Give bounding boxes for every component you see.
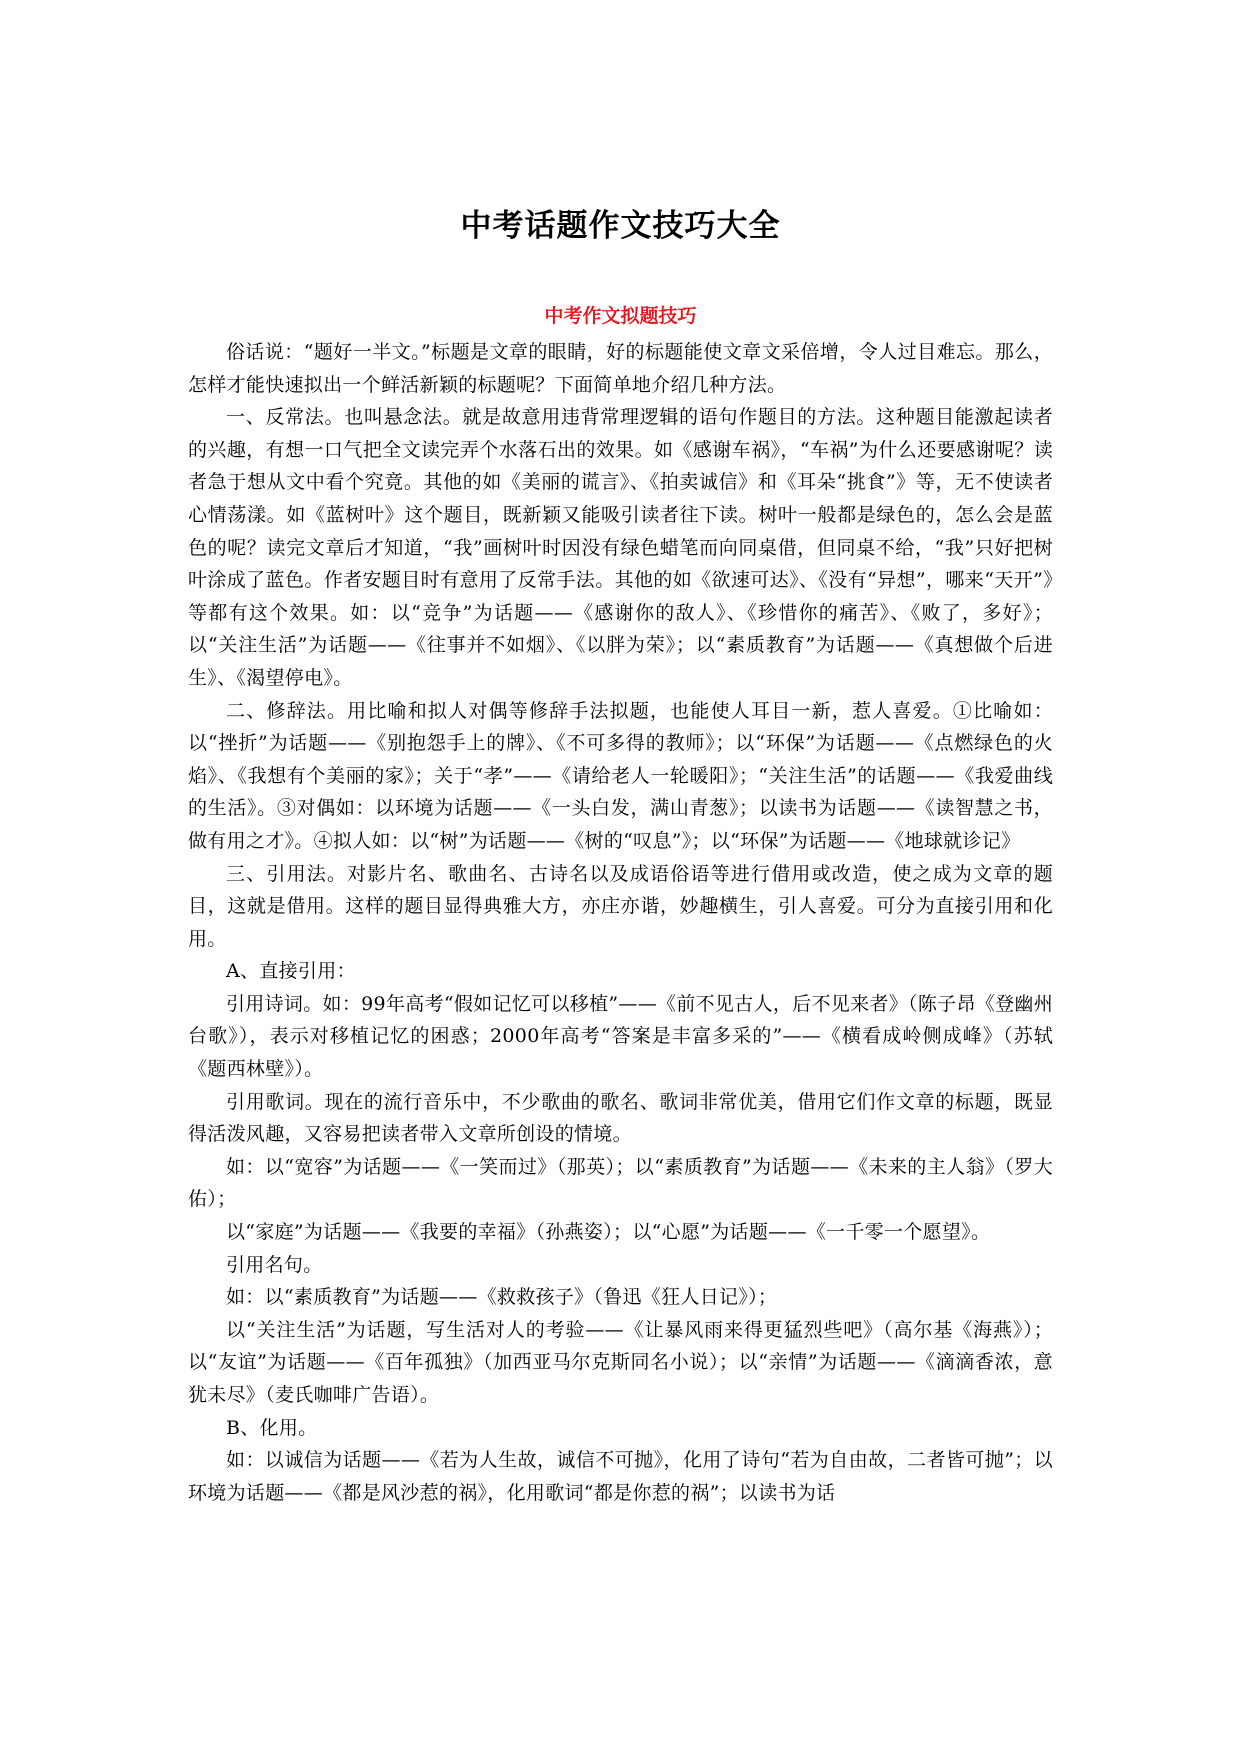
paragraph-method-2: 二、修辞法。用比喻和拟人对偶等修辞手法拟题，也能使人耳目一新，惹人喜爱。①比喻如：以“挫折”为话题——《别抱怨手上的牌》、《不可多得的教师》；以“环保”为话题——《点燃绿色的火焰》、《我想有个美丽的家》；关于“孝”——《请给老人一轮暖阳》；“关注生活”的话题——《我爱曲线的生活》。③对偶如：以环境为话题——《一头白发，满山青葱》；以读书为话题——《读智慧之书，做有用之才》。④拟人如：以“树”为话题——《树的“叹息”》；以“环保”为话题——《地球就诊记》: [188, 699, 1053, 852]
paragraph-subheading-b: B、化用。: [226, 1416, 318, 1439]
document-page: [188, 0, 1053, 1509]
paragraph-lyrics-example-1: 如：以“宽容”为话题——《一笑而过》（那英）；以“素质教育”为话题——《未来的主人翁》（罗大佑）；: [188, 1155, 1053, 1211]
paragraph-quote-lyrics: 引用歌词。现在的流行音乐中，不少歌曲的歌名、歌词非常优美，借用它们作文章的标题，既显得活泼风趣，又容易把读者带入文章所创设的情境。: [188, 1090, 1053, 1146]
paragraph-quote-sayings: 引用名句。: [226, 1253, 323, 1276]
paragraph-method-1: 一、反常法。也叫悬念法。就是故意用违背常理逻辑的语句作题目的方法。这种题目能激起读者的兴趣，有想一口气把全文读完弄个水落石出的效果。如《感谢车祸》，“车祸”为什么还要感谢呢？读者急于想从文中看个究竟。其他的如《美丽的谎言》、《拍卖诚信》和《耳朵“挑食”》等，无不使读者心情荡漾。如《蓝树叶》这个题目，既新颖又能吸引读者往下读。树叶一般都是绿色的，怎么会是蓝色的呢？读完文章后才知道，“我”画树叶时因没有绿色蜡笔而向同桌借，但同桌不给，“我”只好把树叶涂成了蓝色。作者安题目时有意用了反常手法。其他的如《欲速可达》、《没有“异想”，哪来“天开”》等都有这个效果。如：以“竞争”为话题——《感谢你的敌人》、《珍惜你的痛苦》、《败了，多好》；以“关注生活”为话题——《往事并不如烟》、《以胖为荣》；以“素质教育”为话题——《真想做个后进生》、《渴望停电》。: [188, 406, 1053, 689]
paragraph-subheading-a: A、直接引用：: [226, 960, 356, 983]
paragraph-method-3: 三、引用法。对影片名、歌曲名、古诗名以及成语俗语等进行借用或改造，使之成为文章的题目，这就是借用。这样的题目显得典雅大方，亦庄亦谐，妙趣横生，引人喜爱。可分为直接引用和化用。: [188, 862, 1053, 950]
paragraph-lyrics-example-2: 以“家庭”为话题——《我要的幸福》（孙燕姿）；以“心愿”为话题——《一千零一个愿望》。: [226, 1221, 991, 1244]
paragraph-intro: 俗话说：“题好一半文。”标题是文章的眼睛，好的标题能使文章文采倍增，令人过目难忘。那么，怎样才能快速拟出一个鲜活新颖的标题呢？下面简单地介绍几种方法。: [188, 341, 1053, 396]
document-title: 中考话题作文技巧大全: [460, 208, 781, 244]
paragraph-sayings-example-2: 以“关注生活”为话题，写生活对人的考验——《让暴风雨来得更猛烈些吧》（高尔基《海燕》）；以“友谊”为话题——《百年孤独》（加西亚马尔克斯同名小说）；以“亲情”为话题——《滴滴香浓，意犹未尽》（麦氏咖啡广告语）。: [188, 1318, 1053, 1406]
section-heading: 中考作文拟题技巧: [544, 305, 697, 327]
paragraph-quote-poems: 引用诗词。如：99年高考“假如记忆可以移植”——《前不见古人，后不见来者》（陈子昂《登幽州台歌》），表示对移植记忆的困惑；2000年高考“答案是丰富多采的”——《横看成岭侧成峰》（苏轼《题西林壁》）。: [188, 992, 1053, 1081]
document-body: [188, 336, 1053, 1509]
paragraph-adaptation-example: 如：以诚信为话题——《若为人生故，诚信不可抛》，化用了诗句“若为自由故，二者皆可抛”；以环境为话题——《都是风沙惹的祸》，化用歌词“都是你惹的祸”；以读书为话: [188, 1449, 1053, 1504]
paragraph-sayings-example-1: 如：以“素质教育”为话题——《救救孩子》（鲁迅《狂人日记》）；: [226, 1286, 778, 1309]
